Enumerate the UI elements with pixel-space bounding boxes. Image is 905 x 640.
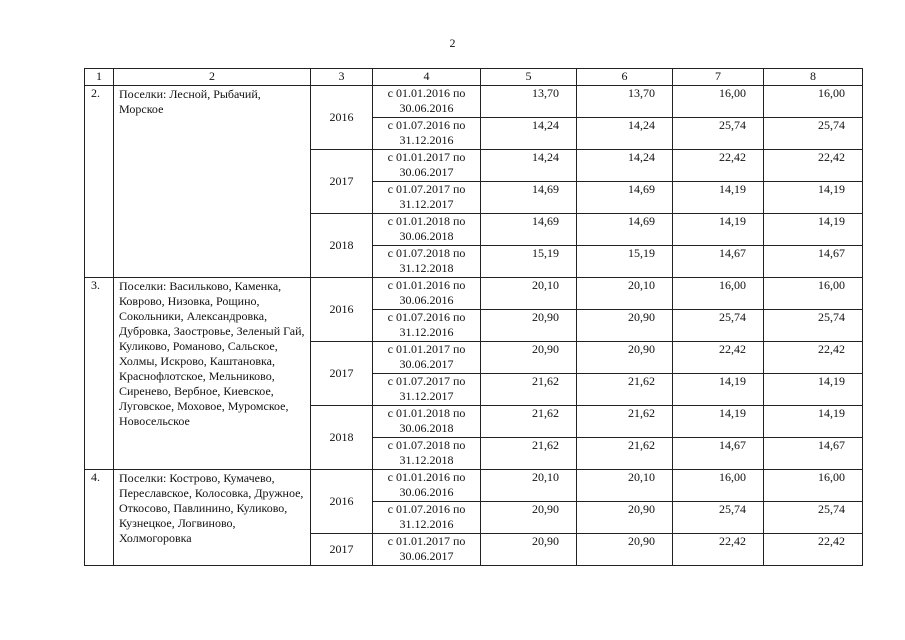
period-cell (373, 182, 481, 214)
column-header: 1 (85, 69, 114, 86)
tariff-value: 21,62 (577, 438, 673, 470)
year-cell: 2017 (311, 534, 373, 566)
period-end: 31.12.2018 (399, 261, 454, 275)
tariff-value: 20,90 (481, 342, 577, 374)
period-start: с 01.07.2018 по (387, 246, 466, 260)
tariff-value: 25,74 (764, 118, 863, 150)
period-cell (373, 502, 481, 534)
period-start: с 01.07.2017 по (387, 374, 466, 388)
tariff-value: 14,24 (481, 150, 577, 182)
tariff-value: 16,00 (673, 278, 764, 310)
tariff-value: 21,62 (481, 406, 577, 438)
tariff-value: 14,19 (673, 214, 764, 246)
period-start: с 01.01.2016 по (387, 470, 466, 484)
tariff-value: 25,74 (673, 310, 764, 342)
column-header: 4 (373, 69, 481, 86)
period-cell (373, 438, 481, 470)
table-row (85, 470, 863, 502)
year-cell: 2016 (311, 278, 373, 342)
tariff-value: 14,19 (764, 182, 863, 214)
period-start: с 01.07.2016 по (387, 310, 466, 324)
period-start: с 01.01.2018 по (387, 406, 466, 420)
period-cell (373, 150, 481, 182)
tariff-table (84, 68, 863, 566)
period-end: 30.06.2016 (399, 485, 454, 499)
tariff-value: 20,10 (577, 278, 673, 310)
tariff-value: 20,90 (577, 342, 673, 374)
row-number: 4. (85, 470, 114, 566)
settlements-cell: Поселки: Кострово, Кумачево, Переславское, Колосовка, Дружное, Откосово, Павлинино, Куликово, Кузнецкое, Логвиново, Холмогоровка (114, 470, 311, 566)
period-start: с 01.01.2017 по (387, 342, 466, 356)
tariff-value: 16,00 (764, 278, 863, 310)
period-start: с 01.01.2016 по (387, 86, 466, 100)
column-header: 7 (673, 69, 764, 86)
tariff-value: 14,19 (764, 214, 863, 246)
tariff-value: 14,69 (577, 214, 673, 246)
column-header: 8 (764, 69, 863, 86)
tariff-value: 14,24 (481, 118, 577, 150)
period-end: 30.06.2016 (399, 293, 454, 307)
year-cell: 2017 (311, 342, 373, 406)
table-row (85, 86, 863, 118)
tariff-value: 25,74 (764, 502, 863, 534)
tariff-value: 20,10 (577, 470, 673, 502)
tariff-value: 20,10 (481, 278, 577, 310)
tariff-table-body (85, 69, 863, 566)
period-end: 30.06.2017 (399, 549, 454, 563)
tariff-value: 16,00 (673, 470, 764, 502)
year-cell: 2017 (311, 150, 373, 214)
tariff-value: 22,42 (764, 534, 863, 566)
period-cell (373, 342, 481, 374)
period-cell (373, 534, 481, 566)
period-end: 31.12.2016 (399, 133, 454, 147)
tariff-value: 20,90 (481, 502, 577, 534)
period-cell (373, 214, 481, 246)
year-cell: 2018 (311, 214, 373, 278)
tariff-value: 14,24 (577, 150, 673, 182)
tariff-value: 16,00 (764, 470, 863, 502)
period-end: 30.06.2017 (399, 165, 454, 179)
tariff-value: 20,90 (481, 534, 577, 566)
year-cell: 2016 (311, 470, 373, 534)
year-cell: 2016 (311, 86, 373, 150)
tariff-value: 21,62 (481, 438, 577, 470)
column-header: 3 (311, 69, 373, 86)
tariff-value: 25,74 (764, 310, 863, 342)
period-end: 30.06.2018 (399, 229, 454, 243)
tariff-value: 20,90 (577, 534, 673, 566)
tariff-value: 21,62 (577, 374, 673, 406)
tariff-value: 14,67 (764, 246, 863, 278)
column-header: 6 (577, 69, 673, 86)
period-cell (373, 118, 481, 150)
period-end: 30.06.2016 (399, 101, 454, 115)
tariff-value: 20,10 (481, 470, 577, 502)
row-number: 3. (85, 278, 114, 470)
period-end: 30.06.2017 (399, 357, 454, 371)
settlements-cell: Поселки: Васильково, Каменка, Коврово, Низовка, Рощино, Сокольники, Александровка, Дубровка, Заостровье, Зеленый Гай, Куликово, Романово, Сальское, Холмы, Искрово, Каштановка, Краснофлотское, Мельниково, Сиренево, Вербное, Киевское, Луговское, Моховое, Муромское, Новосельское (114, 278, 311, 470)
column-header-row (85, 69, 863, 86)
tariff-value: 22,42 (673, 150, 764, 182)
period-cell (373, 374, 481, 406)
tariff-value: 14,67 (764, 438, 863, 470)
period-start: с 01.01.2018 по (387, 214, 466, 228)
tariff-value: 15,19 (577, 246, 673, 278)
period-start: с 01.07.2016 по (387, 118, 466, 132)
tariff-value: 14,24 (577, 118, 673, 150)
period-start: с 01.01.2016 по (387, 278, 466, 292)
tariff-value: 14,19 (673, 182, 764, 214)
tariff-value: 22,42 (673, 342, 764, 374)
tariff-value: 21,62 (577, 406, 673, 438)
period-start: с 01.07.2016 по (387, 502, 466, 516)
year-cell: 2018 (311, 406, 373, 470)
tariff-value: 14,19 (764, 406, 863, 438)
settlements-cell: Поселки: Лесной, Рыбачий, Морское (114, 86, 311, 278)
tariff-value: 20,90 (577, 310, 673, 342)
table-row (85, 278, 863, 310)
period-cell (373, 470, 481, 502)
tariff-value: 25,74 (673, 502, 764, 534)
tariff-value: 14,67 (673, 438, 764, 470)
period-cell (373, 86, 481, 118)
period-cell (373, 406, 481, 438)
tariff-value: 14,67 (673, 246, 764, 278)
period-start: с 01.01.2017 по (387, 534, 466, 548)
tariff-value: 14,19 (673, 374, 764, 406)
tariff-value: 16,00 (673, 86, 764, 118)
period-start: с 01.07.2017 по (387, 182, 466, 196)
period-cell (373, 278, 481, 310)
page-number: 2 (449, 36, 456, 50)
period-end: 31.12.2017 (399, 389, 454, 403)
tariff-value: 13,70 (481, 86, 577, 118)
tariff-value: 13,70 (577, 86, 673, 118)
column-header: 2 (114, 69, 311, 86)
row-number: 2. (85, 86, 114, 278)
tariff-value: 14,19 (764, 374, 863, 406)
period-end: 30.06.2018 (399, 421, 454, 435)
period-end: 31.12.2016 (399, 325, 454, 339)
tariff-value: 14,69 (481, 214, 577, 246)
period-start: с 01.07.2018 по (387, 438, 466, 452)
period-end: 31.12.2016 (399, 517, 454, 531)
tariff-value: 20,90 (481, 310, 577, 342)
tariff-value: 16,00 (764, 86, 863, 118)
column-header: 5 (481, 69, 577, 86)
period-cell (373, 310, 481, 342)
period-cell (373, 246, 481, 278)
tariff-value: 22,42 (764, 342, 863, 374)
tariff-value: 14,19 (673, 406, 764, 438)
period-end: 31.12.2018 (399, 453, 454, 467)
tariff-value: 22,42 (764, 150, 863, 182)
tariff-value: 14,69 (577, 182, 673, 214)
tariff-value: 25,74 (673, 118, 764, 150)
tariff-value: 20,90 (577, 502, 673, 534)
tariff-value: 21,62 (481, 374, 577, 406)
period-end: 31.12.2017 (399, 197, 454, 211)
period-start: с 01.01.2017 по (387, 150, 466, 164)
tariff-value: 22,42 (673, 534, 764, 566)
tariff-value: 14,69 (481, 182, 577, 214)
tariff-value: 15,19 (481, 246, 577, 278)
